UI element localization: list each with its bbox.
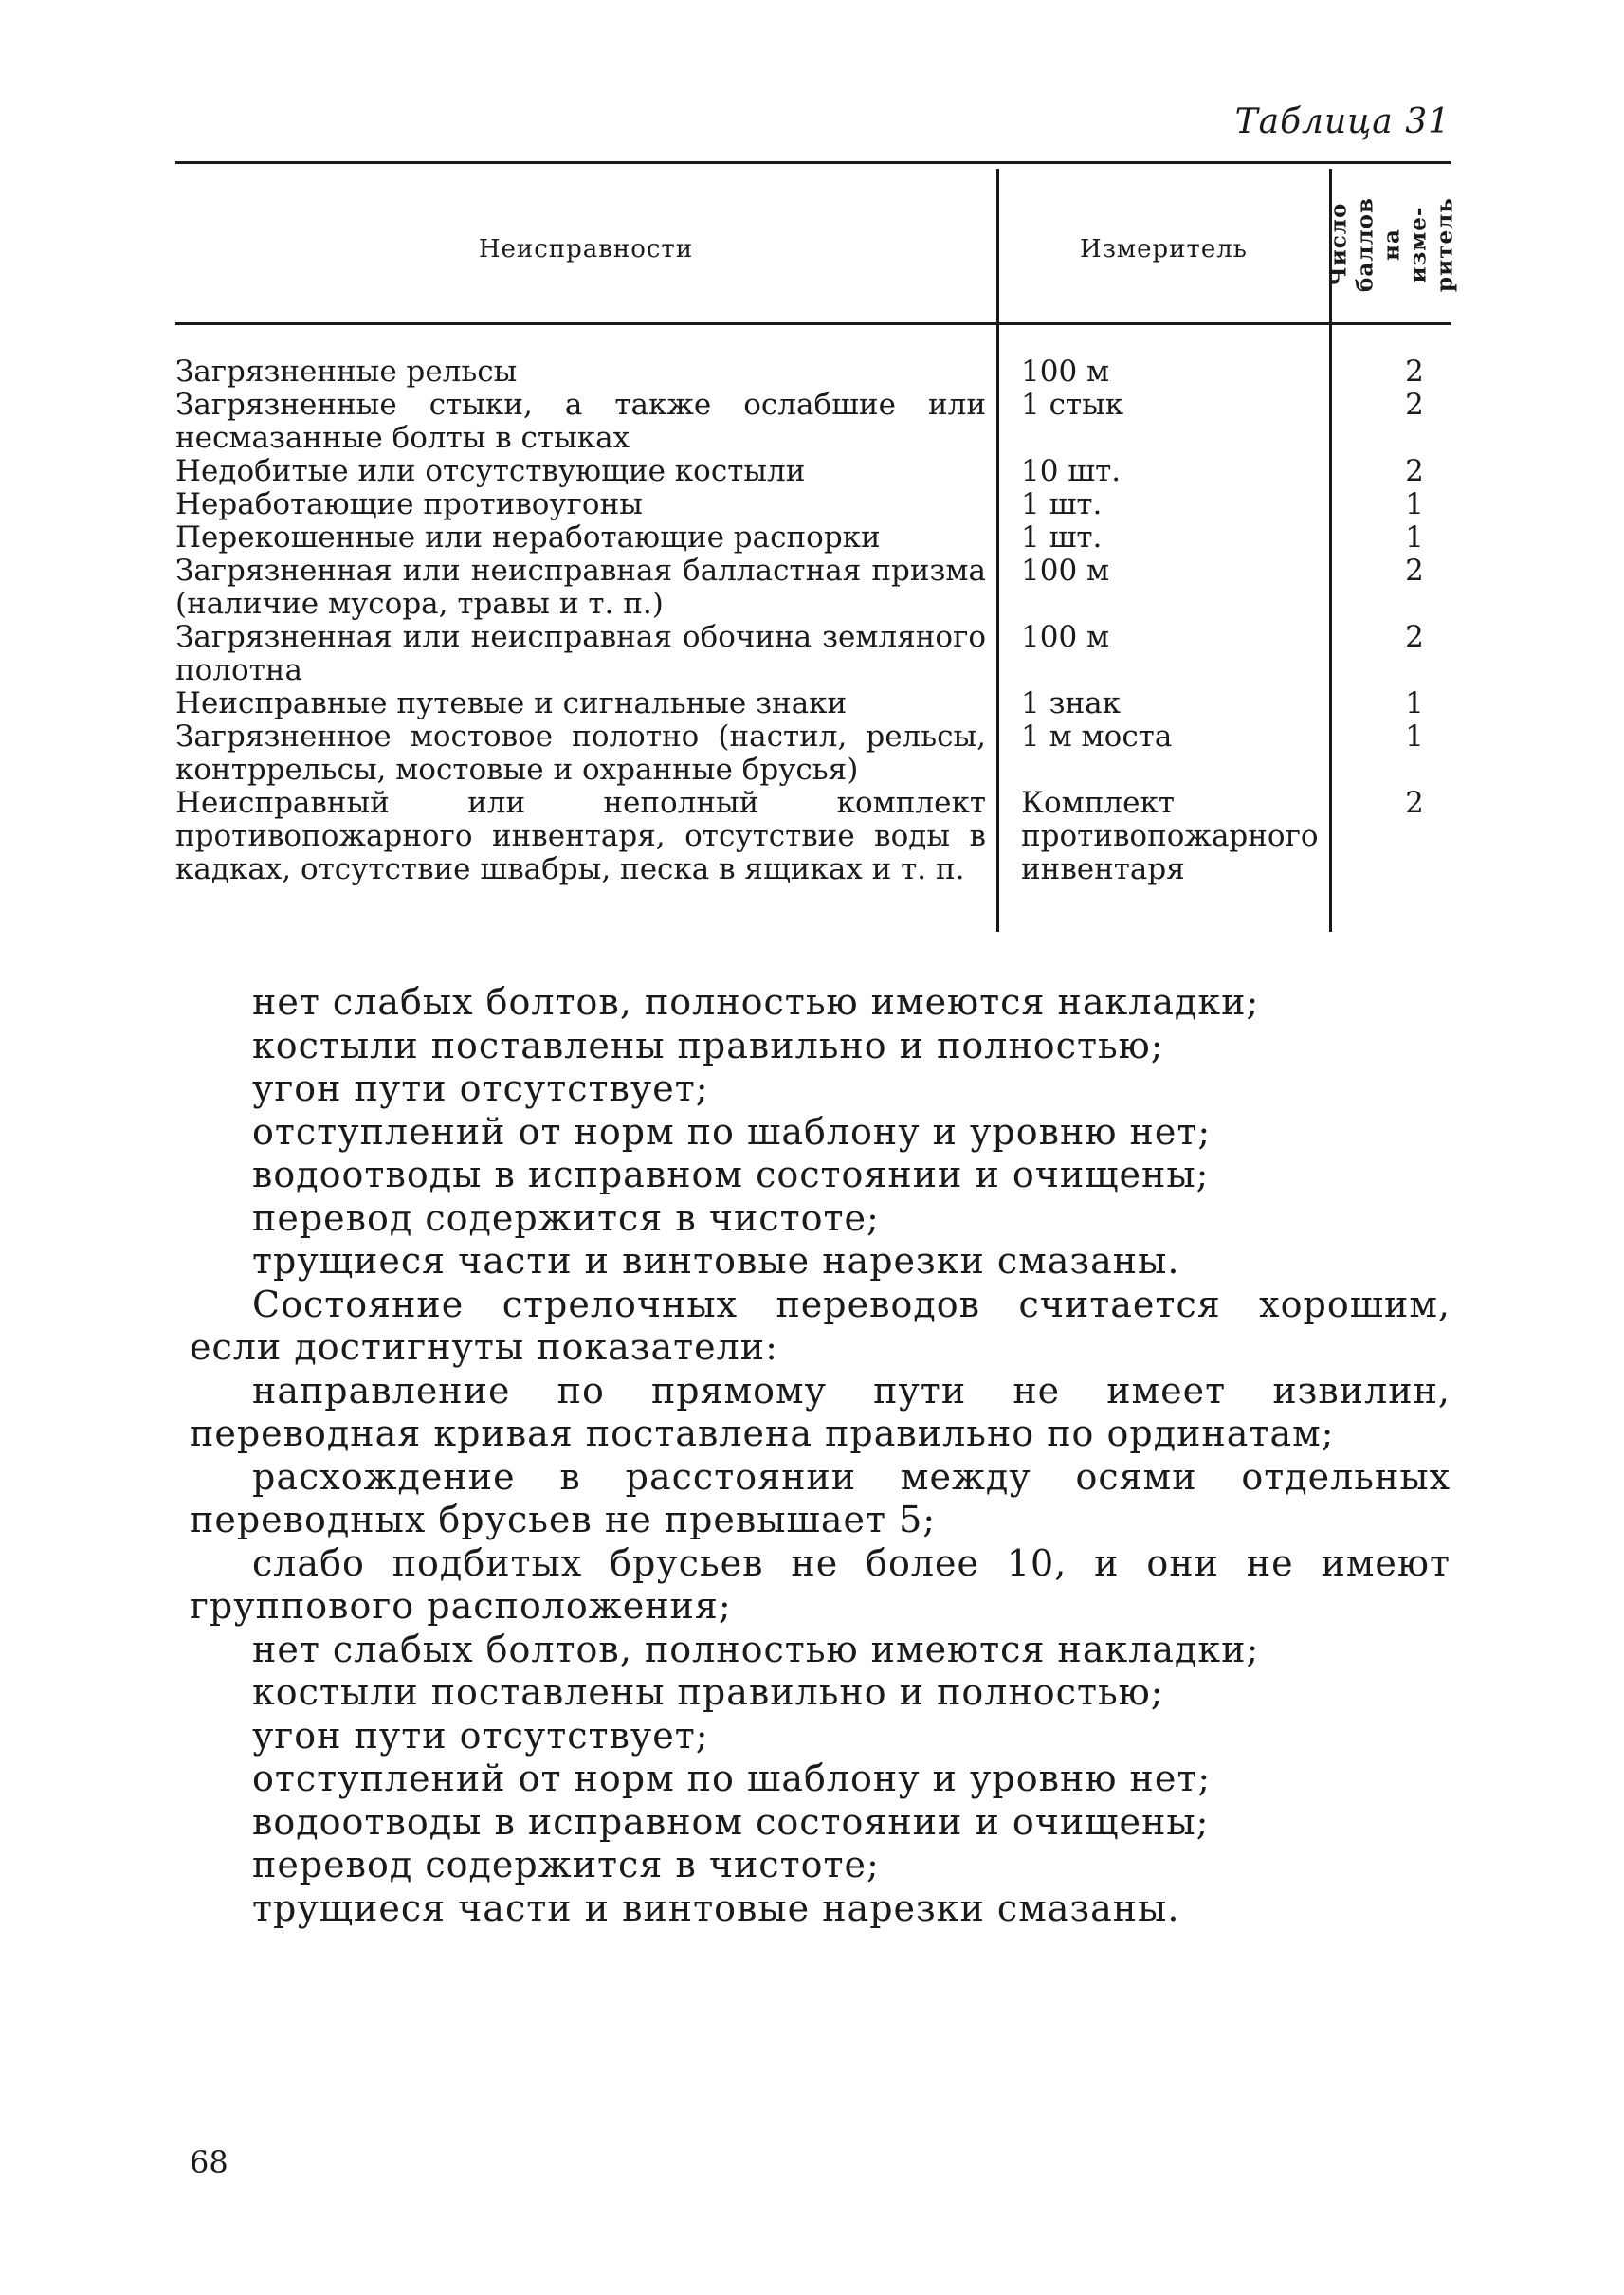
paragraph: Состояние стрелочных переводов считается хорошим, если достигнуты показатели: bbox=[190, 1283, 1451, 1368]
table-row bbox=[175, 488, 1451, 521]
row-unit: 1 м моста bbox=[1021, 719, 1173, 754]
table-row bbox=[175, 555, 1451, 621]
paragraph: нет слабых болтов, полностью имеются накладки; bbox=[252, 1628, 1260, 1670]
row-defect: Недобитые или отсутствующие костыли bbox=[175, 454, 806, 488]
paragraph: перевод содержится в чистоте; bbox=[252, 1196, 880, 1239]
row-unit: Комплект противопожарного инвентаря bbox=[1021, 786, 1319, 886]
defects-table bbox=[175, 161, 1458, 938]
table-row bbox=[175, 389, 1451, 455]
paragraph: угон пути отсутствует; bbox=[252, 1714, 709, 1757]
row-defect: Неисправные путевые и сигнальные знаки bbox=[175, 686, 848, 720]
header-defects: Неисправности bbox=[478, 235, 694, 264]
row-score: 1 bbox=[1405, 520, 1424, 555]
row-unit: 1 шт. bbox=[1021, 487, 1103, 521]
row-unit: 100 м bbox=[1021, 355, 1110, 389]
paragraph: водоотводы в исправном состоянии и очищены; bbox=[252, 1154, 1210, 1195]
table-row bbox=[175, 787, 1451, 886]
table-top-rule bbox=[175, 161, 1451, 164]
row-score: 1 bbox=[1405, 487, 1424, 521]
row-unit: 1 шт. bbox=[1021, 520, 1103, 555]
row-defect: Загрязненная или неисправная обочина земляного полотна bbox=[175, 620, 986, 687]
header-meter: Измеритель bbox=[1080, 235, 1248, 264]
row-score: 1 bbox=[1405, 719, 1424, 754]
paragraph: перевод содержится в чистоте; bbox=[252, 1844, 880, 1885]
row-score: 2 bbox=[1405, 554, 1424, 588]
paragraph: отступлений от норм по шаблону и уровню нет; bbox=[252, 1758, 1212, 1799]
row-score: 2 bbox=[1405, 454, 1424, 488]
header-points-cell bbox=[1325, 173, 1458, 317]
row-score: 1 bbox=[1405, 686, 1424, 720]
row-defect: Загрязненные рельсы bbox=[175, 355, 518, 389]
table-row bbox=[175, 355, 1451, 389]
paragraph: водоотводы в исправном состоянии и очищены; bbox=[252, 1800, 1210, 1843]
table-row bbox=[175, 455, 1451, 488]
table-body bbox=[175, 355, 1451, 886]
paragraph: костыли поставлены правильно и полностью; bbox=[252, 1671, 1164, 1713]
paragraph: расхождение в расстоянии между осями отдельных переводных брусьев не превышает 5; bbox=[190, 1455, 1451, 1540]
table-row bbox=[175, 621, 1451, 687]
row-score: 2 bbox=[1405, 786, 1424, 820]
table-row bbox=[175, 720, 1451, 787]
row-score: 2 bbox=[1405, 620, 1424, 654]
row-defect: Неисправный или неполный комплект противопожарного инвентаря, отсутствие воды в кадках, отсутствие швабры, песка в ящиках и т. п. bbox=[175, 786, 986, 886]
row-defect: Загрязненное мостовое полотно (настил, рельсы, контррельсы, мостовые и охранные брусья) bbox=[175, 719, 986, 787]
page-number: 68 bbox=[190, 2144, 228, 2180]
paragraph: слабо подбитых брусьев не более 10, и они не имеют группового расположения; bbox=[190, 1541, 1451, 1627]
row-score: 2 bbox=[1405, 355, 1424, 389]
paragraph: угон пути отсутствует; bbox=[252, 1067, 709, 1109]
row-score: 2 bbox=[1405, 388, 1424, 422]
table-row bbox=[175, 521, 1451, 555]
paragraph: отступлений от норм по шаблону и уровню нет; bbox=[252, 1110, 1212, 1153]
row-defect: Перекошенные или неработающие распорки bbox=[175, 520, 881, 555]
row-unit: 1 знак bbox=[1021, 686, 1122, 720]
row-unit: 10 шт. bbox=[1021, 454, 1122, 488]
row-defect: Загрязненные стыки, а также ослабшие или несмазанные болты в стыках bbox=[175, 388, 986, 455]
table-header-rule bbox=[175, 322, 1451, 325]
row-unit: 100 м bbox=[1021, 620, 1110, 654]
paragraph: костыли поставлены правильно и полностью; bbox=[252, 1024, 1164, 1066]
header-points: Число баллов на изме- ритель bbox=[1325, 197, 1458, 292]
table-caption: Таблица 31 bbox=[1234, 102, 1451, 141]
row-unit: 100 м bbox=[1021, 554, 1110, 588]
paragraph: направление по прямому пути не имеет извилин, переводная кривая поставлена правильно по ординатам; bbox=[190, 1369, 1451, 1454]
row-defect: Загрязненная или неисправная балластная призма (наличие мусора, травы и т. п.) bbox=[175, 554, 986, 621]
paragraph: трущиеся части и винтовые нарезки смазаны. bbox=[252, 1886, 1180, 1929]
body-text bbox=[190, 981, 1451, 1930]
row-defect: Неработающие противоугоны bbox=[175, 487, 643, 521]
table-row bbox=[175, 687, 1451, 720]
row-unit: 1 стык bbox=[1021, 388, 1124, 422]
paragraph: нет слабых болтов, полностью имеются накладки; bbox=[252, 981, 1260, 1023]
paragraph: трущиеся части и винтовые нарезки смазаны. bbox=[252, 1240, 1180, 1282]
